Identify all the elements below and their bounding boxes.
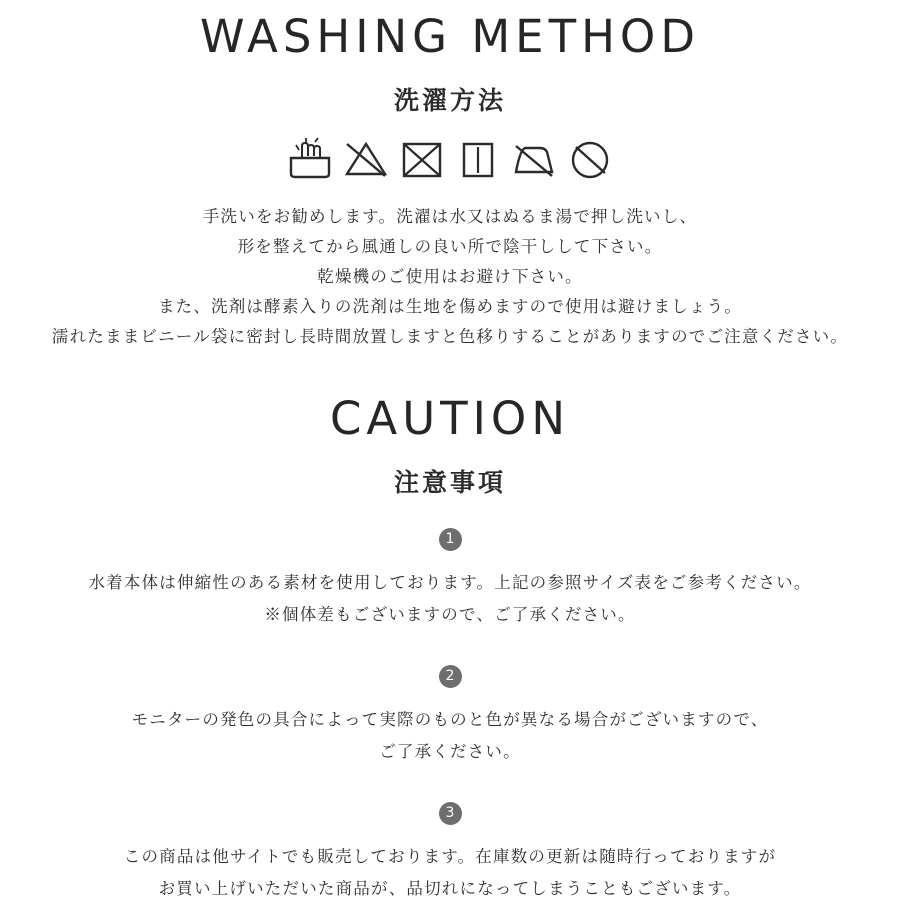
care-instructions-page (0, 10, 900, 914)
caution-number-badge: 1 (439, 528, 462, 551)
caution-item (0, 665, 900, 768)
washing-method-title: WASHING METHOD (200, 10, 700, 63)
caution-item-body (0, 704, 900, 768)
caution-title: CAUTION (330, 392, 570, 446)
washing-method-subtitle: 洗濯方法 (393, 87, 506, 116)
caution-item (0, 528, 900, 631)
caution-number-wrap (0, 665, 900, 688)
caution-line: ※個体差もございますので、ご了承ください。 (264, 606, 636, 625)
no-machine-wash-icon (399, 136, 445, 182)
caution-line: この商品は他サイトでも販売しております。在庫数の更新は随時行っておりますが (123, 848, 777, 867)
hand-wash-icon (287, 136, 333, 182)
caution-line: ご了承ください。 (379, 743, 521, 762)
washing-line: 濡れたままビニール袋に密封し長時間放置しますと色移りすることがありますのでご注意ください。 (51, 328, 849, 347)
caution-item-body (0, 567, 900, 631)
caution-line: モニターの発色の具合によって実際のものと色が異なる場合がございますので、 (131, 711, 769, 730)
washing-line: 形を整えてから風通しの良い所で陰干しして下さい。 (237, 238, 663, 257)
caution-number-wrap (0, 528, 900, 551)
washing-instructions (0, 202, 900, 352)
washing-line: 手洗いをお勧めします。洗濯は水又はぬるま湯で押し洗いし、 (202, 208, 698, 227)
caution-number-badge: 3 (439, 802, 462, 825)
caution-number-badge: 2 (439, 665, 462, 688)
washing-line: また、洗剤は酵素入りの洗剤は生地を傷めますので使用は避けましょう。 (157, 298, 743, 317)
no-iron-icon (511, 136, 557, 182)
caution-subtitle: 注意事項 (393, 469, 506, 498)
caution-line: 水着本体は伸縮性のある素材を使用しております。上記の参照サイズ表をご参考ください。 (88, 574, 812, 593)
no-dry-clean-icon (567, 136, 613, 182)
hang-dry-icon (455, 136, 501, 182)
care-symbols-row (0, 136, 900, 182)
washing-line: 乾燥機のご使用はお避け下さい。 (317, 268, 583, 287)
caution-item-body (0, 841, 900, 905)
no-bleach-icon (343, 136, 389, 182)
caution-item (0, 802, 900, 905)
caution-number-wrap (0, 802, 900, 825)
caution-line: お買い上げいただいた商品が、品切れになってしまうこともございます。 (158, 880, 742, 899)
